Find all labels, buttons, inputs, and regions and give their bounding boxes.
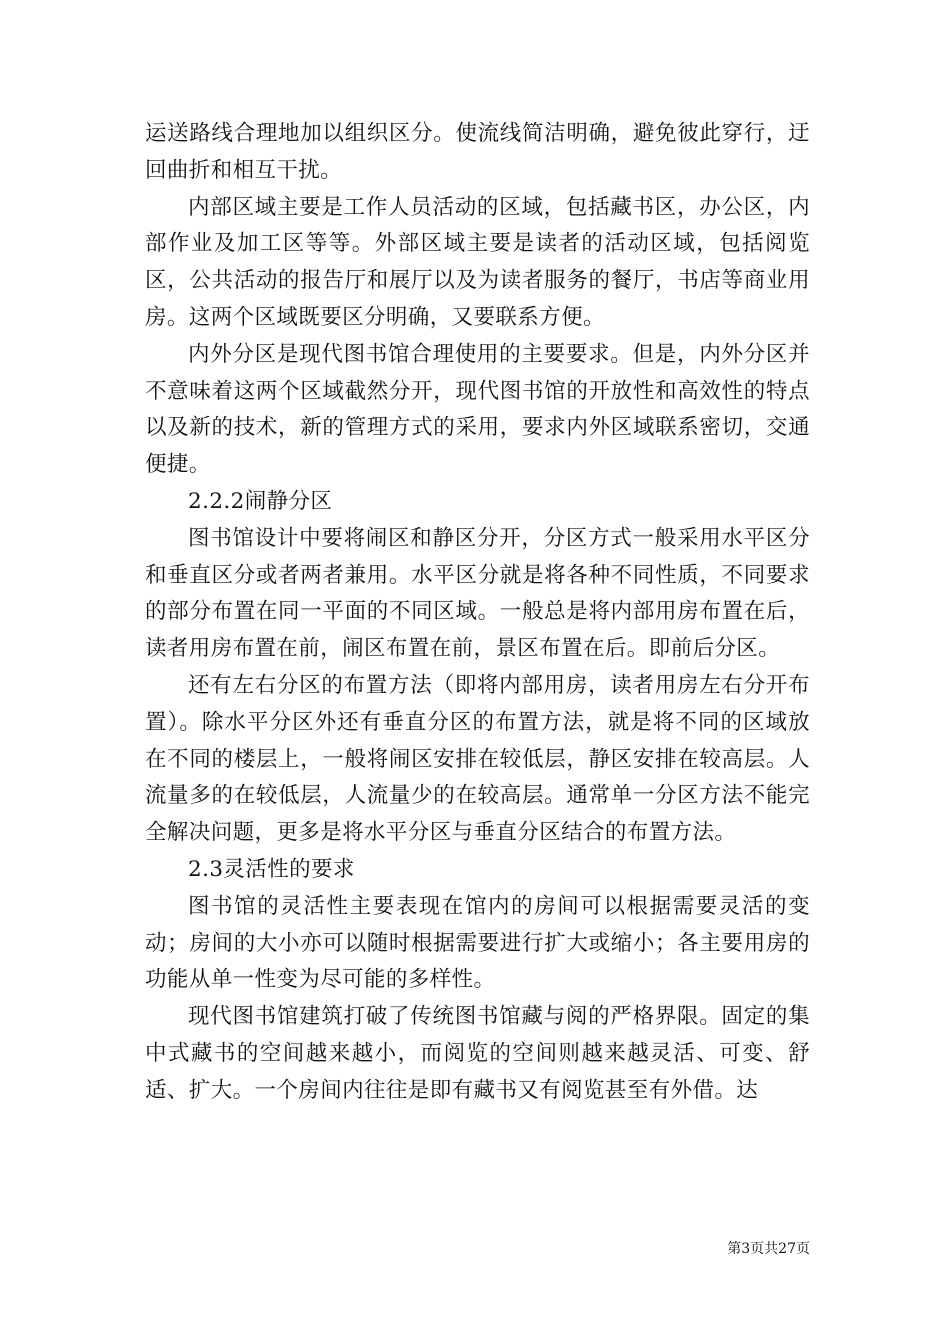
paragraph-vertical-zoning: 还有左右分区的布置方法（即将内部用房，读者用房左右分开布置）。除水平分区外还有垂直分区的布置方法，就是将不同的区域放在不同的楼层上，一般将闹区安排在较低层，静区安排在较高层。人流量多的在较低层，人流量少的在较高层。通常单一分区方法不能完全解决问题，更多是将水平分区与垂直分区结合的布置方法。 xyxy=(145,672,810,846)
paragraph-noisy-quiet-zoning: 图书馆设计中要将闹区和静区分开，分区方式一般采用水平区分和垂直区分或者两者兼用。水平区分就是将各种不同性质，不同要求的部分布置在同一平面的不同区域。一般总是将内部用房布置在后，读者用房布置在前，闹区布置在前，景区布置在后。即前后分区。 xyxy=(145,525,810,662)
page-number-footer: 第3页共27页 xyxy=(727,1241,810,1257)
section-heading-2-3: 2.3灵活性的要求 xyxy=(188,856,355,882)
paragraph-modern-library: 现代图书馆建筑打破了传统图书馆藏与阅的严格界限。固定的集中式藏书的空间越来越小，而阅览的空间则越来越灵活、可变、舒适、扩大。一个房间内往往是即有藏书又有阅览甚至有外借。达 xyxy=(145,1004,810,1103)
document-body xyxy=(145,116,810,1110)
section-heading-2-2-2: 2.2.2闹静分区 xyxy=(188,488,333,514)
paragraph-continuation: 运送路线合理地加以组织区分。使流线简洁明确，避免彼此穿行，迂回曲折和相互干扰。 xyxy=(145,121,810,183)
paragraph-flexibility: 图书馆的灵活性主要表现在馆内的房间可以根据需要灵活的变动；房间的大小亦可以随时根据需要进行扩大或缩小；各主要用房的功能从单一性变为尽可能的多样性。 xyxy=(145,893,810,993)
paragraph-internal-external-areas: 内部区域主要是工作人员活动的区域，包括藏书区，办公区，内部作业及加工区等等。外部区域主要是读者的活动区域，包括阅览区，公共活动的报告厅和展厅以及为读者服务的餐厅，书店等商业用房。这两个区域既要区分明确，又要联系方便。 xyxy=(145,194,810,330)
paragraph-zoning-requirements: 内外分区是现代图书馆合理使用的主要要求。但是，内外分区并不意味着这两个区域截然分开，现代图书馆的开放性和高效性的特点以及新的技术，新的管理方式的采用，要求内外区域联系密切，交通便捷。 xyxy=(145,341,810,478)
